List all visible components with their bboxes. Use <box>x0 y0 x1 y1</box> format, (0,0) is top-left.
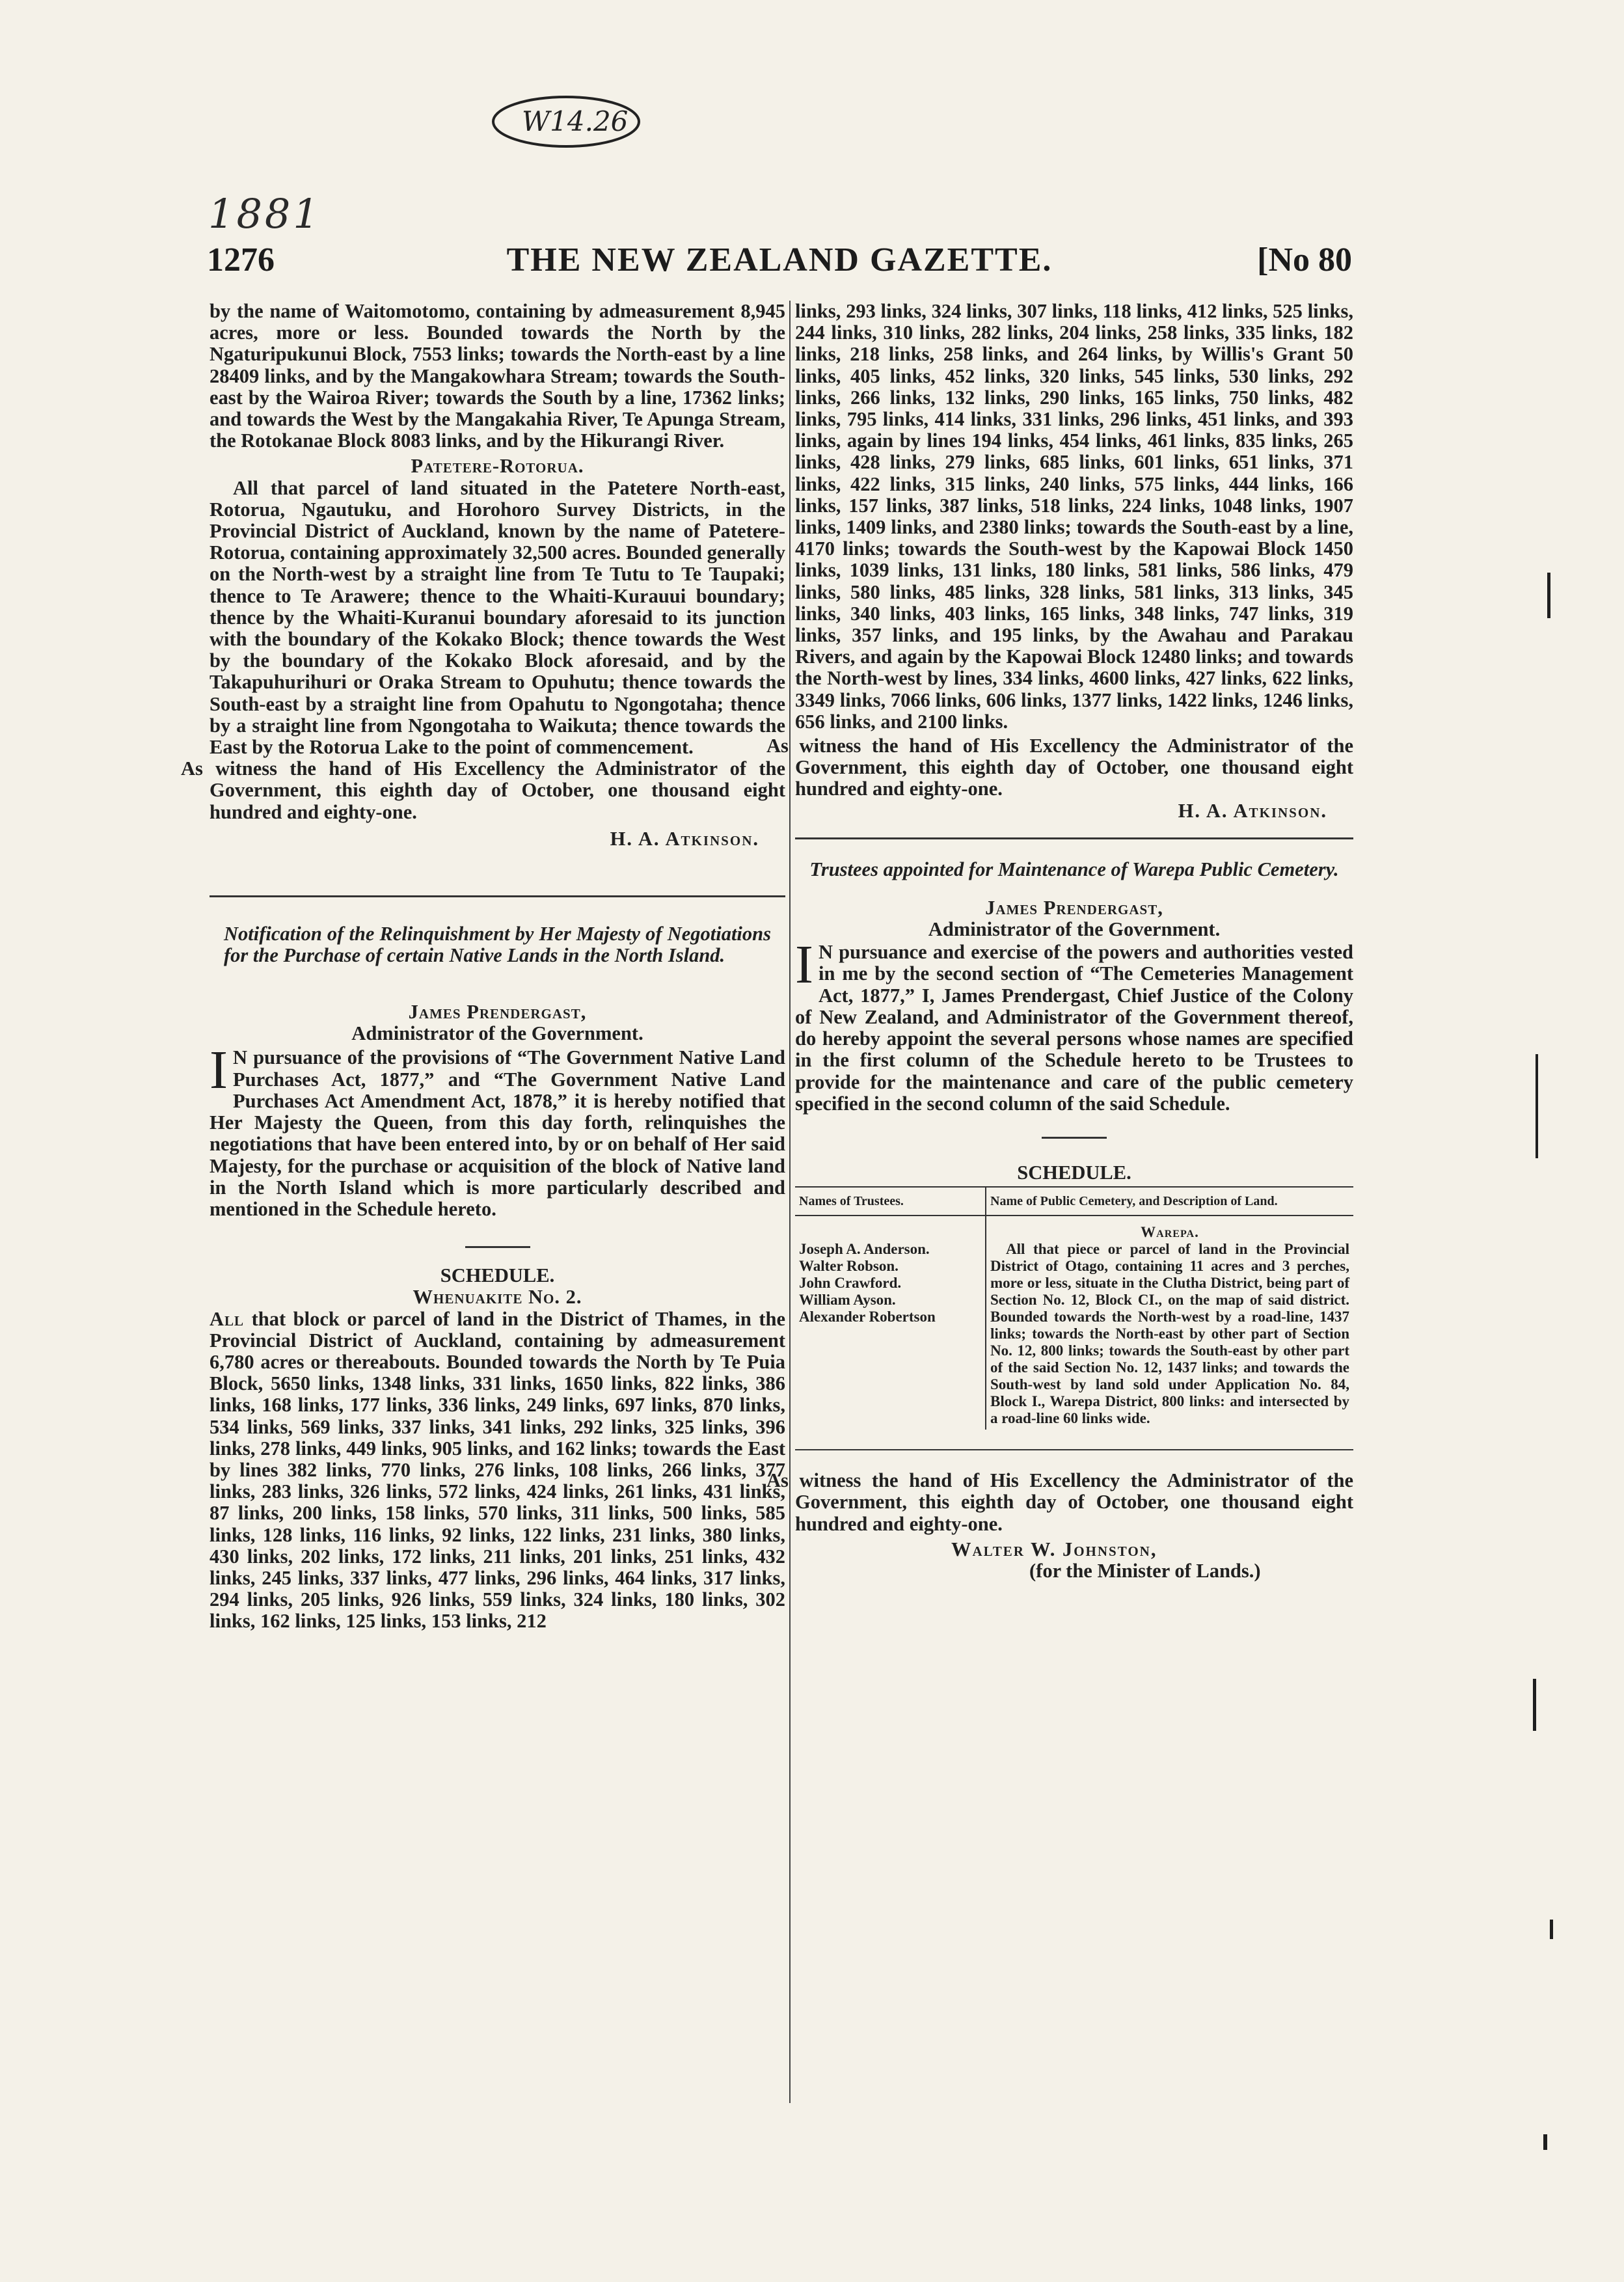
margin-mark <box>1547 573 1550 618</box>
issuer-name: James Prendergast, <box>985 896 1163 919</box>
trustee-name: Walter Robson. <box>799 1258 899 1275</box>
issuer-title: Administrator of the Government. <box>351 1022 643 1045</box>
page-number: 1276 <box>207 241 275 278</box>
schedule-lead: All <box>210 1307 245 1330</box>
schedule-body <box>210 1309 785 1633</box>
notice-body-text: N pursuance of the provisions of “The Government Native Land Purchases Act, 1877,” and “The Government Native Land Purchases Act Amendment Act, 1878,” it is hereby notified that Her Majesty the Queen, from this day forth, relinquishes the negotiations that have been entered into, by or on behalf of Her said Majesty, for the purchase or acquisition of the block of Native land in the North Island which is more particularly described and mentioned in the Schedule hereto. <box>210 1046 785 1220</box>
margin-mark <box>1533 1679 1536 1731</box>
witness-clause: As witness the hand of His Excellency the Administrator of the Government, this eighth day of October, one thousand eight hundred and eighty-one. <box>766 735 1353 800</box>
drop-cap: I <box>210 1040 228 1101</box>
issuer-name: James Prendergast, <box>408 1001 587 1024</box>
section-divider <box>795 837 1353 839</box>
gazette-title: THE NEW ZEALAND GAZETTE. <box>506 241 1053 278</box>
handwritten-stamp <box>488 88 657 153</box>
signature: H. A. Atkinson. <box>1178 799 1327 822</box>
table-header-row <box>795 1187 1353 1216</box>
final-witness-clause: As witness the hand of His Excellency the Administrator of the Government, this eighth day of October, one thousand eight hundred and eighty-one. <box>766 1469 1353 1535</box>
drop-cap: I <box>795 934 813 996</box>
schedule-subheading: Whenuakite No. 2. <box>413 1286 582 1309</box>
schedule-table <box>795 1186 1353 1430</box>
trustee-name: Joseph A. Anderson. <box>799 1241 930 1258</box>
right-column <box>766 300 1353 1582</box>
notice-title: Trustees appointed for Maintenance of Warepa Public Cemetery. <box>809 858 1339 880</box>
continuation-text: links, 293 links, 324 links, 307 links, 118 links, 412 links, 525 links, 244 links, 310 links, 282 links, 204 links, 258 links, 335 links, 182 links, 218 links, 258 links, and 264 links, by Willis's Grant 50 links, 405 links, 452 links, 320 links, 545 links, 530 links, 292 links, 266 links, 132 links, 290 links, 165 links, 750 links, 482 links, 795 links, 414 links, 331 links, 296 links, 451 links, and 393 links, again by lines 194 links, 454 links, 461 links, 835 links, 265 links, 428 links, 279 links, 685 links, 601 links, 651 links, 371 links, 422 links, 315 links, 240 links, 575 links, 444 links, 166 links, 157 links, 387 links, 518 links, 224 links, 1048 links, 1907 links, 1409 links, and 2380 links; towards the South-east by a line, 4170 links; towards the South-west by the Kapowai Block 1450 links, 1039 links, 131 links, 180 links, 581 links, 586 links, 479 links, 580 links, 485 links, 328 links, 581 links, 313 links, 345 links, 340 links, 403 links, 165 links, 348 links, 747 links, 319 links, 357 links, and 195 links, by the Awahau and Parakau Rivers, and again by the Kapowai Block 12480 links; and towards the North-west by lines, 334 links, 4600 links, 427 links, 622 links, 3349 links, 7066 links, 606 links, 1377 links, 1422 links, 1246 links, 656 links, and 2100 links. <box>795 300 1353 733</box>
handwritten-year: 1881 <box>208 190 321 238</box>
stamp-text: W14.26 <box>522 105 629 137</box>
trustee-name: Alexander Robertson <box>799 1309 936 1325</box>
notice-body <box>210 1040 785 1220</box>
trustee-list <box>795 1216 986 1430</box>
margin-mark <box>1550 1920 1553 1939</box>
witness-clause: As witness the hand of His Excellency the Administrator of the Government, this eighth day of October, one thousand eight hundred and eighty-one. <box>181 757 785 823</box>
final-signature: Walter W. Johnston, <box>951 1538 1157 1560</box>
table-row <box>795 1216 1353 1430</box>
schedule-body-text: that block or parcel of land in the District of Thames, in the Provincial District of Auckland, containing by admeasurement 6,780 acres or thereabouts. Bounded towards the North by Te Puia Block, 5650 links, 1348 links, 331 links, 1650 links, 822 links, 386 links, 168 links, 177 links, 336 links, 249 links, 697 links, 870 links, 534 links, 569 links, 337 links, 341 links, 292 links, 325 links, 396 links, 278 links, 449 links, 905 links, and 162 links; towards the East by lines 382 links, 770 links, 276 links, 108 links, 266 links, 377 links, 283 links, 326 links, 572 links, 424 links, 261 links, 431 links, 87 links, 200 links, 158 links, 570 links, 311 links, 500 links, 585 links, 128 links, 116 links, 92 links, 122 links, 231 links, 380 links, 430 links, 202 links, 172 links, 211 links, 201 links, 251 links, 432 links, 245 links, 337 links, 477 links, 296 links, 464 links, 317 links, 294 links, 205 links, 926 links, 559 links, 324 links, 180 links, 302 links, 162 links, 125 links, 153 links, 212 <box>210 1307 785 1633</box>
notice-title: Notification of the Relinquishment by Her Majesty of Negotiations for the Purchase of certain Native Lands in the North Island. <box>224 923 771 967</box>
short-divider <box>465 1246 530 1248</box>
signature: H. A. Atkinson. <box>610 827 759 850</box>
continuation-text: by the name of Waitomotomo, containing by admeasurement 8,945 acres, more or less. Bounded towards the North by the Ngaturipukunui Block, 7553 links; towards the North-east by a line 28409 links, and by the Mangakowhara Stream; towards the South-east by the Wairoa River; towards the South by a line, 17362 links; and towards the West by the Mangakahia River, Te Apunga Stream, the Rotokanae Block 8083 links, and by the Hikurangi River. <box>210 300 785 452</box>
issuer-title: Administrator of the Government. <box>928 918 1221 941</box>
margin-mark <box>1543 2134 1547 2150</box>
final-signature-note: (for the Minister of Lands.) <box>1029 1559 1261 1582</box>
column-divider <box>789 301 791 2103</box>
margin-mark <box>1536 1054 1538 1158</box>
schedule-heading: SCHEDULE. <box>440 1264 555 1287</box>
section-divider <box>210 895 785 897</box>
left-column <box>181 300 785 1633</box>
page-header <box>207 241 1352 286</box>
cemetery-description: All that piece or parcel of land in the Provincial District of Otago, containing 11 acres and 3 perches, more or less, situate in the Clutha District, being part of Section No. 12, Block CI., on the map of said district. Bounded towards the North-west by a road-line, 1437 links; towards the North-east by other part of Section No. 12, 800 links; towards the South-east by other part of the said Section No. 12, 1437 links; and towards the South-west by land sold under Application No. 84, Block I., Warepa District, 800 links: and intersected by a road-line 60 links wide. <box>990 1241 1349 1427</box>
schedule-heading: SCHEDULE. <box>1017 1161 1131 1184</box>
table-bottom-rule <box>795 1449 1353 1450</box>
trustee-name: William Ayson. <box>799 1292 896 1309</box>
land-description: All that parcel of land situated in the Patetere North-east, Rotorua, Ngautuku, and Horohoro Survey Districts, in the Provincial District of Auckland, known by the name of Patetere-Rotorua, containing approximately 32,500 acres. Bounded generally on the North-west by a straight line from Te Tutu to Te Taupaki; thence to Te Arawere; thence to the Whaiti-Kurauui boundary; thence by the Whaiti-Kuranui boundary aforesaid to its junction with the boundary of the Kokako Block; thence towards the West by the boundary of the Kokako Block aforesaid, and by the Takapuhurihuri or Oraka Stream to Opuhutu; thence towards the South-east by a straight line from Opahutu to Ngongotaha; thence by a straight line from Ngongotaha to Waikuta; thence towards the East by the Rotorua Lake to the point of commencement. <box>210 476 785 759</box>
notice-body-text: N pursuance and exercise of the powers and authorities vested in me by the second section of “The Cemeteries Management Act, 1877,” I, James Prendergast, Chief Justice of the Colony of New Zealand, and Administrator of the Government thereof, do hereby appoint the several persons whose names are specified in the first column of the Schedule hereto to be Trustees to provide for the maintenance and care of the public cemetery specified in the second column of the said Schedule. <box>795 941 1353 1115</box>
cemetery-name: Warepa. <box>1141 1224 1199 1241</box>
issue-number: [No 80 <box>1257 241 1352 278</box>
trustee-name: John Crawford. <box>799 1275 902 1292</box>
table-header: Name of Public Cemetery, and Description of Land. <box>986 1187 1353 1216</box>
cemetery-description-cell <box>986 1216 1353 1430</box>
short-divider <box>1042 1137 1107 1139</box>
section-heading: Patetere-Rotorua. <box>411 455 584 478</box>
table-header: Names of Trustees. <box>795 1187 986 1216</box>
notice-body <box>795 934 1353 1115</box>
